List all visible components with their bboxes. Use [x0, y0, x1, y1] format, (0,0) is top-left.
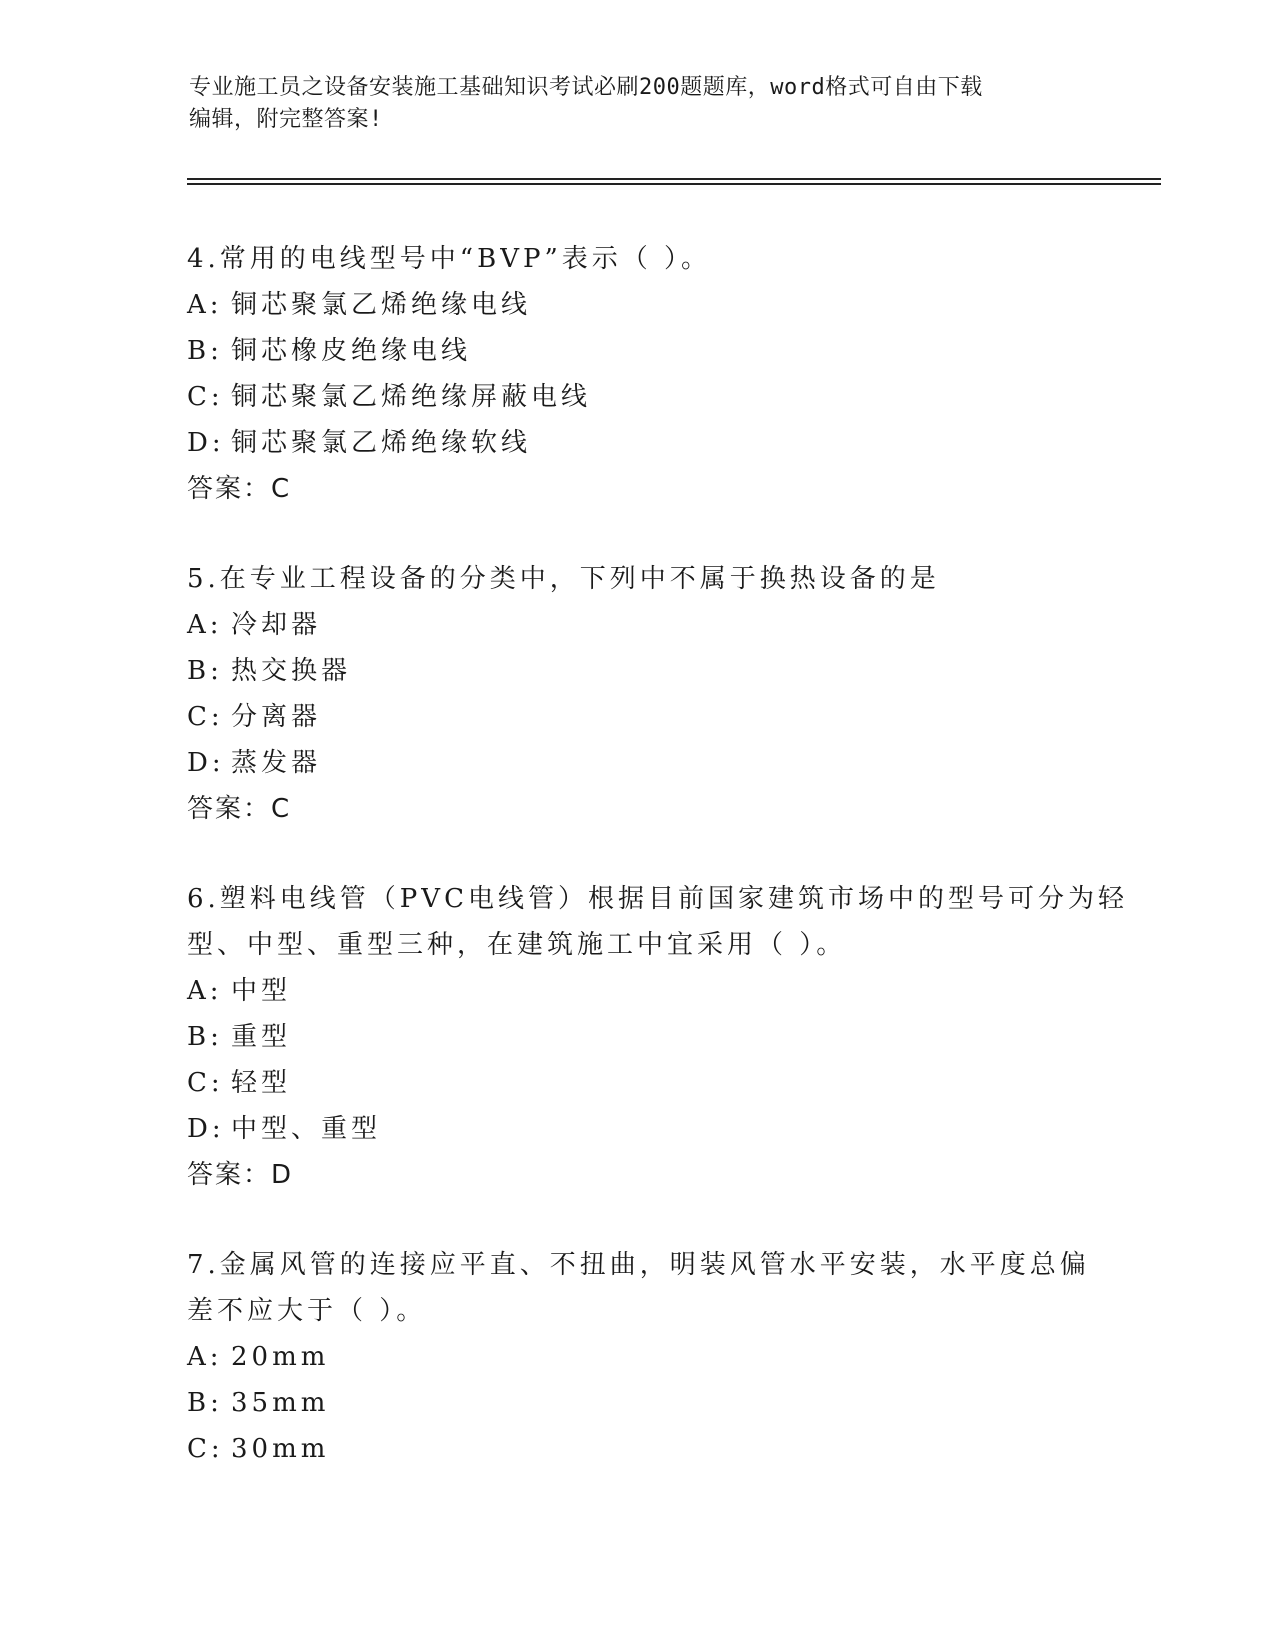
option-text: 重型 [231, 1022, 292, 1052]
option-text: 中型、重型 [231, 1114, 382, 1144]
question-list [187, 236, 1128, 1516]
question-5 [187, 556, 1087, 832]
answer-text: 答案：D [187, 1160, 294, 1190]
option-letter: B: [187, 336, 223, 366]
question-stem-line: 差不应大于（ ）。 [187, 1296, 427, 1326]
header-title-line-1: 专业施工员之设备安装施工基础知识考试必刷200题题库，word格式可自由下载 [189, 75, 983, 100]
question-stem [187, 556, 1087, 602]
option-text: 蒸发器 [231, 748, 322, 778]
question-stem [187, 236, 1087, 282]
option-d [187, 740, 1087, 786]
option-letter: B: [187, 1388, 223, 1418]
option-d [187, 1106, 1087, 1152]
question-7 [187, 1242, 1090, 1472]
option-text: 铜芯聚氯乙烯绝缘电线 [231, 290, 532, 320]
header-divider-bottom [187, 183, 1161, 185]
option-text: 中型 [231, 976, 292, 1006]
option-letter: D: [187, 748, 225, 778]
question-stem-line: 6.塑料电线管（PVC电线管）根据目前国家建筑市场中的型号可分为轻 [187, 884, 1128, 914]
question-6 [187, 876, 1128, 1198]
document-header [189, 72, 1069, 136]
option-c [187, 1060, 1087, 1106]
option-text: 分离器 [231, 702, 322, 732]
option-text: 20mm [231, 1342, 330, 1372]
question-stem-line: 5.在专业工程设备的分类中，下列中不属于换热设备的是 [187, 564, 940, 594]
option-letter: A: [187, 976, 223, 1006]
answer-text: 答案：C [187, 794, 292, 824]
option-letter: C: [187, 1434, 224, 1464]
option-b [187, 1014, 1087, 1060]
option-text: 铜芯聚氯乙烯绝缘软线 [231, 428, 532, 458]
option-text: 冷却器 [231, 610, 322, 640]
option-letter: B: [187, 656, 223, 686]
option-c [187, 694, 1087, 740]
option-letter: A: [187, 1342, 223, 1372]
option-letter: A: [187, 610, 223, 640]
option-text: 30mm [231, 1434, 330, 1464]
option-text: 轻型 [231, 1068, 292, 1098]
option-letter: C: [187, 1068, 224, 1098]
option-letter: A: [187, 290, 223, 320]
question-stem [187, 876, 1128, 968]
option-letter: C: [187, 702, 224, 732]
option-letter: B: [187, 1022, 223, 1052]
option-c [187, 1426, 1087, 1472]
option-c [187, 374, 1087, 420]
header-divider-top [187, 178, 1161, 180]
option-a [187, 602, 1087, 648]
question-stem [187, 1242, 1090, 1334]
question-stem-line: 4.常用的电线型号中“BVP”表示（ ）。 [187, 244, 712, 274]
option-text: 热交换器 [231, 656, 352, 686]
question-stem-line: 型、中型、重型三种，在建筑施工中宜采用（ ）。 [187, 930, 847, 960]
option-b [187, 328, 1087, 374]
answer-text: 答案：C [187, 474, 292, 504]
question-stem-line: 7.金属风管的连接应平直、不扭曲，明装风管水平安装，水平度总偏 [187, 1250, 1090, 1280]
option-text: 铜芯聚氯乙烯绝缘屏蔽电线 [231, 382, 592, 412]
option-letter: C: [187, 382, 224, 412]
option-text: 铜芯橡皮绝缘电线 [231, 336, 472, 366]
option-b [187, 1380, 1087, 1426]
option-a [187, 1334, 1087, 1380]
option-a [187, 282, 1087, 328]
option-letter: D: [187, 428, 225, 458]
header-title-line-2: 编辑，附完整答案! [189, 107, 383, 132]
option-text: 35mm [231, 1388, 330, 1418]
option-letter: D: [187, 1114, 225, 1144]
question-4 [187, 236, 1087, 512]
option-a [187, 968, 1087, 1014]
option-b [187, 648, 1087, 694]
option-d [187, 420, 1087, 466]
